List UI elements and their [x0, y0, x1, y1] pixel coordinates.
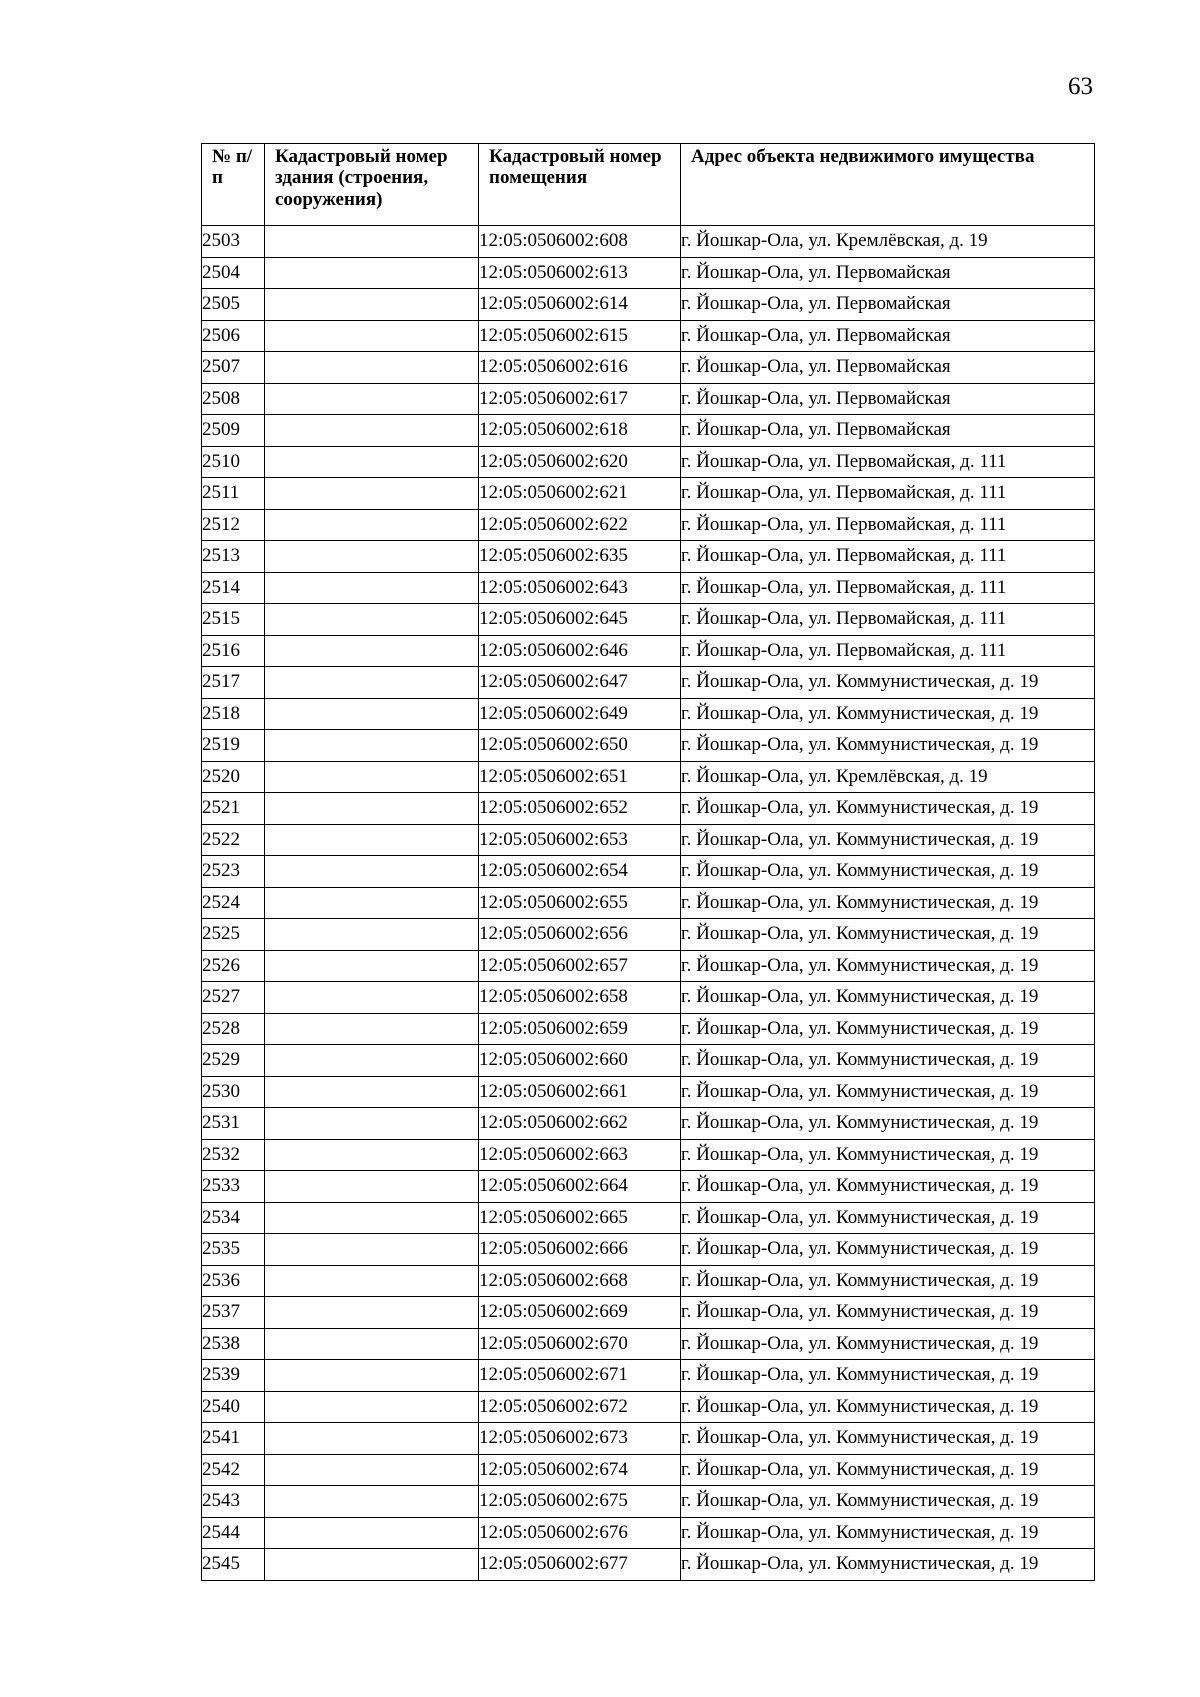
building-cadastral-cell — [265, 446, 479, 478]
address-cell: г. Йошкар-Ола, ул. Первомайская — [681, 415, 1095, 447]
building-cadastral-cell — [265, 1454, 479, 1486]
room-cadastral-cell: 12:05:0506002:647 — [479, 667, 681, 699]
row-number: 2516 — [202, 635, 265, 667]
table-row — [202, 1454, 1095, 1486]
address-cell: г. Йошкар-Ола, ул. Коммунистическая, д. 19 — [681, 1045, 1095, 1077]
row-number: 2508 — [202, 383, 265, 415]
building-cadastral-cell — [265, 793, 479, 825]
room-cadastral-cell: 12:05:0506002:673 — [479, 1423, 681, 1455]
address-cell: г. Йошкар-Ола, ул. Коммунистическая, д. 19 — [681, 887, 1095, 919]
building-cadastral-cell — [265, 1328, 479, 1360]
row-number: 2542 — [202, 1454, 265, 1486]
table-row — [202, 1108, 1095, 1140]
table-row — [202, 982, 1095, 1014]
building-cadastral-cell — [265, 572, 479, 604]
table-row — [202, 352, 1095, 384]
building-cadastral-cell — [265, 1202, 479, 1234]
building-cadastral-cell — [265, 887, 479, 919]
room-cadastral-cell: 12:05:0506002:613 — [479, 257, 681, 289]
room-cadastral-cell: 12:05:0506002:677 — [479, 1549, 681, 1581]
building-cadastral-cell — [265, 509, 479, 541]
building-cadastral-cell — [265, 383, 479, 415]
room-cadastral-cell: 12:05:0506002:655 — [479, 887, 681, 919]
address-cell: г. Йошкар-Ола, ул. Коммунистическая, д. 19 — [681, 1360, 1095, 1392]
row-number: 2533 — [202, 1171, 265, 1203]
building-cadastral-cell — [265, 698, 479, 730]
row-number: 2506 — [202, 320, 265, 352]
building-cadastral-cell — [265, 1265, 479, 1297]
table-row — [202, 635, 1095, 667]
building-cadastral-cell — [265, 352, 479, 384]
address-cell: г. Йошкар-Ола, ул. Коммунистическая, д. 19 — [681, 793, 1095, 825]
building-cadastral-cell — [265, 761, 479, 793]
building-cadastral-cell — [265, 1013, 479, 1045]
building-cadastral-cell — [265, 919, 479, 951]
row-number: 2540 — [202, 1391, 265, 1423]
row-number: 2538 — [202, 1328, 265, 1360]
room-cadastral-cell: 12:05:0506002:661 — [479, 1076, 681, 1108]
room-cadastral-cell: 12:05:0506002:654 — [479, 856, 681, 888]
building-cadastral-cell — [265, 1139, 479, 1171]
building-cadastral-cell — [265, 1549, 479, 1581]
table-row — [202, 730, 1095, 762]
table-row — [202, 1423, 1095, 1455]
building-cadastral-cell — [265, 1423, 479, 1455]
row-number: 2537 — [202, 1297, 265, 1329]
building-cadastral-cell — [265, 1360, 479, 1392]
address-cell: г. Йошкар-Ола, ул. Коммунистическая, д. 19 — [681, 667, 1095, 699]
room-cadastral-cell: 12:05:0506002:616 — [479, 352, 681, 384]
building-cadastral-cell — [265, 635, 479, 667]
header-address: Адрес объекта недвижимого имущества — [681, 144, 1095, 226]
address-cell: г. Йошкар-Ола, ул. Коммунистическая, д. 19 — [681, 824, 1095, 856]
room-cadastral-cell: 12:05:0506002:676 — [479, 1517, 681, 1549]
address-cell: г. Йошкар-Ола, ул. Первомайская, д. 111 — [681, 446, 1095, 478]
table-row — [202, 604, 1095, 636]
table-row — [202, 1171, 1095, 1203]
room-cadastral-cell: 12:05:0506002:650 — [479, 730, 681, 762]
room-cadastral-cell: 12:05:0506002:615 — [479, 320, 681, 352]
room-cadastral-cell: 12:05:0506002:643 — [479, 572, 681, 604]
room-cadastral-cell: 12:05:0506002:635 — [479, 541, 681, 573]
building-cadastral-cell — [265, 289, 479, 321]
address-cell: г. Йошкар-Ола, ул. Первомайская, д. 111 — [681, 635, 1095, 667]
row-number: 2513 — [202, 541, 265, 573]
page-number: 63 — [1068, 73, 1093, 100]
address-cell: г. Йошкар-Ола, ул. Первомайская, д. 111 — [681, 604, 1095, 636]
address-cell: г. Йошкар-Ола, ул. Коммунистическая, д. 19 — [681, 1423, 1095, 1455]
table-row — [202, 1265, 1095, 1297]
row-number: 2520 — [202, 761, 265, 793]
table-body — [202, 226, 1095, 1581]
building-cadastral-cell — [265, 1171, 479, 1203]
row-number: 2515 — [202, 604, 265, 636]
address-cell: г. Йошкар-Ола, ул. Коммунистическая, д. 19 — [681, 1139, 1095, 1171]
room-cadastral-cell: 12:05:0506002:656 — [479, 919, 681, 951]
room-cadastral-cell: 12:05:0506002:651 — [479, 761, 681, 793]
row-number: 2529 — [202, 1045, 265, 1077]
room-cadastral-cell: 12:05:0506002:618 — [479, 415, 681, 447]
table-row — [202, 415, 1095, 447]
building-cadastral-cell — [265, 478, 479, 510]
building-cadastral-cell — [265, 730, 479, 762]
address-cell: г. Йошкар-Ола, ул. Коммунистическая, д. 19 — [681, 1076, 1095, 1108]
address-cell: г. Йошкар-Ола, ул. Коммунистическая, д. 19 — [681, 1486, 1095, 1518]
building-cadastral-cell — [265, 415, 479, 447]
room-cadastral-cell: 12:05:0506002:674 — [479, 1454, 681, 1486]
table-row — [202, 950, 1095, 982]
address-cell: г. Йошкар-Ола, ул. Коммунистическая, д. 19 — [681, 1234, 1095, 1266]
room-cadastral-cell: 12:05:0506002:672 — [479, 1391, 681, 1423]
table-row — [202, 761, 1095, 793]
room-cadastral-cell: 12:05:0506002:657 — [479, 950, 681, 982]
row-number: 2527 — [202, 982, 265, 1014]
table-row — [202, 509, 1095, 541]
row-number: 2530 — [202, 1076, 265, 1108]
row-number: 2534 — [202, 1202, 265, 1234]
room-cadastral-cell: 12:05:0506002:662 — [479, 1108, 681, 1140]
room-cadastral-cell: 12:05:0506002:653 — [479, 824, 681, 856]
address-cell: г. Йошкар-Ола, ул. Коммунистическая, д. 19 — [681, 1391, 1095, 1423]
row-number: 2517 — [202, 667, 265, 699]
row-number: 2525 — [202, 919, 265, 951]
row-number: 2511 — [202, 478, 265, 510]
table-row — [202, 1139, 1095, 1171]
room-cadastral-cell: 12:05:0506002:670 — [479, 1328, 681, 1360]
room-cadastral-cell: 12:05:0506002:621 — [479, 478, 681, 510]
address-cell: г. Йошкар-Ола, ул. Коммунистическая, д. 19 — [681, 1549, 1095, 1581]
row-number: 2528 — [202, 1013, 265, 1045]
table-row — [202, 1297, 1095, 1329]
row-number: 2532 — [202, 1139, 265, 1171]
header-building-cadastral: Кадастровый номер здания (строения, сооружения) — [265, 144, 479, 226]
room-cadastral-cell: 12:05:0506002:664 — [479, 1171, 681, 1203]
room-cadastral-cell: 12:05:0506002:620 — [479, 446, 681, 478]
room-cadastral-cell: 12:05:0506002:649 — [479, 698, 681, 730]
table-header — [202, 144, 1095, 226]
header-row — [202, 144, 1095, 226]
row-number: 2514 — [202, 572, 265, 604]
building-cadastral-cell — [265, 541, 479, 573]
building-cadastral-cell — [265, 1486, 479, 1518]
row-number: 2544 — [202, 1517, 265, 1549]
table-row — [202, 226, 1095, 258]
table-row — [202, 1076, 1095, 1108]
room-cadastral-cell: 12:05:0506002:646 — [479, 635, 681, 667]
building-cadastral-cell — [265, 1108, 479, 1140]
address-cell: г. Йошкар-Ола, ул. Кремлёвская, д. 19 — [681, 226, 1095, 258]
room-cadastral-cell: 12:05:0506002:669 — [479, 1297, 681, 1329]
room-cadastral-cell: 12:05:0506002:665 — [479, 1202, 681, 1234]
table-row — [202, 793, 1095, 825]
table-row — [202, 1391, 1095, 1423]
address-cell: г. Йошкар-Ола, ул. Коммунистическая, д. 19 — [681, 1454, 1095, 1486]
room-cadastral-cell: 12:05:0506002:652 — [479, 793, 681, 825]
building-cadastral-cell — [265, 856, 479, 888]
table-row — [202, 1360, 1095, 1392]
building-cadastral-cell — [265, 982, 479, 1014]
header-room-cadastral: Кадастровый номер помещения — [479, 144, 681, 226]
room-cadastral-cell: 12:05:0506002:660 — [479, 1045, 681, 1077]
row-number: 2519 — [202, 730, 265, 762]
row-number: 2503 — [202, 226, 265, 258]
address-cell: г. Йошкар-Ола, ул. Коммунистическая, д. 19 — [681, 1297, 1095, 1329]
room-cadastral-cell: 12:05:0506002:663 — [479, 1139, 681, 1171]
address-cell: г. Йошкар-Ола, ул. Коммунистическая, д. 19 — [681, 1328, 1095, 1360]
row-number: 2512 — [202, 509, 265, 541]
building-cadastral-cell — [265, 950, 479, 982]
address-cell: г. Йошкар-Ола, ул. Коммунистическая, д. 19 — [681, 1265, 1095, 1297]
table-row — [202, 824, 1095, 856]
room-cadastral-cell: 12:05:0506002:675 — [479, 1486, 681, 1518]
table-row — [202, 1013, 1095, 1045]
table-row — [202, 919, 1095, 951]
row-number: 2531 — [202, 1108, 265, 1140]
address-cell: г. Йошкар-Ола, ул. Коммунистическая, д. 19 — [681, 919, 1095, 951]
address-cell: г. Йошкар-Ола, ул. Первомайская — [681, 257, 1095, 289]
table-row — [202, 289, 1095, 321]
building-cadastral-cell — [265, 1076, 479, 1108]
room-cadastral-cell: 12:05:0506002:666 — [479, 1234, 681, 1266]
room-cadastral-cell: 12:05:0506002:659 — [479, 1013, 681, 1045]
table-row — [202, 698, 1095, 730]
address-cell: г. Йошкар-Ола, ул. Коммунистическая, д. 19 — [681, 1013, 1095, 1045]
table-row — [202, 446, 1095, 478]
address-cell: г. Йошкар-Ола, ул. Кремлёвская, д. 19 — [681, 761, 1095, 793]
table-row — [202, 572, 1095, 604]
address-cell: г. Йошкар-Ола, ул. Первомайская, д. 111 — [681, 509, 1095, 541]
row-number: 2505 — [202, 289, 265, 321]
row-number: 2510 — [202, 446, 265, 478]
room-cadastral-cell: 12:05:0506002:658 — [479, 982, 681, 1014]
room-cadastral-cell: 12:05:0506002:668 — [479, 1265, 681, 1297]
building-cadastral-cell — [265, 604, 479, 636]
room-cadastral-cell: 12:05:0506002:608 — [479, 226, 681, 258]
table-row — [202, 1549, 1095, 1581]
table-row — [202, 1045, 1095, 1077]
address-cell: г. Йошкар-Ола, ул. Коммунистическая, д. 19 — [681, 950, 1095, 982]
address-cell: г. Йошкар-Ола, ул. Первомайская, д. 111 — [681, 541, 1095, 573]
table-row — [202, 1328, 1095, 1360]
address-cell: г. Йошкар-Ола, ул. Первомайская, д. 111 — [681, 478, 1095, 510]
row-number: 2509 — [202, 415, 265, 447]
table-row — [202, 478, 1095, 510]
building-cadastral-cell — [265, 1234, 479, 1266]
row-number: 2521 — [202, 793, 265, 825]
building-cadastral-cell — [265, 1297, 479, 1329]
table-row — [202, 383, 1095, 415]
address-cell: г. Йошкар-Ола, ул. Первомайская — [681, 289, 1095, 321]
building-cadastral-cell — [265, 824, 479, 856]
room-cadastral-cell: 12:05:0506002:614 — [479, 289, 681, 321]
address-cell: г. Йошкар-Ола, ул. Коммунистическая, д. 19 — [681, 1108, 1095, 1140]
row-number: 2539 — [202, 1360, 265, 1392]
room-cadastral-cell: 12:05:0506002:671 — [479, 1360, 681, 1392]
building-cadastral-cell — [265, 320, 479, 352]
address-cell: г. Йошкар-Ола, ул. Коммунистическая, д. 19 — [681, 1517, 1095, 1549]
table-row — [202, 257, 1095, 289]
property-registry-table — [201, 143, 1095, 1581]
row-number: 2543 — [202, 1486, 265, 1518]
table-row — [202, 1486, 1095, 1518]
room-cadastral-cell: 12:05:0506002:622 — [479, 509, 681, 541]
building-cadastral-cell — [265, 1045, 479, 1077]
address-cell: г. Йошкар-Ола, ул. Коммунистическая, д. 19 — [681, 1171, 1095, 1203]
building-cadastral-cell — [265, 1517, 479, 1549]
table-row — [202, 320, 1095, 352]
address-cell: г. Йошкар-Ола, ул. Первомайская — [681, 352, 1095, 384]
table-row — [202, 856, 1095, 888]
building-cadastral-cell — [265, 257, 479, 289]
address-cell: г. Йошкар-Ола, ул. Коммунистическая, д. 19 — [681, 698, 1095, 730]
row-number: 2518 — [202, 698, 265, 730]
row-number: 2507 — [202, 352, 265, 384]
row-number: 2535 — [202, 1234, 265, 1266]
address-cell: г. Йошкар-Ола, ул. Коммунистическая, д. 19 — [681, 730, 1095, 762]
building-cadastral-cell — [265, 1391, 479, 1423]
building-cadastral-cell — [265, 667, 479, 699]
table-row — [202, 887, 1095, 919]
row-number: 2545 — [202, 1549, 265, 1581]
address-cell: г. Йошкар-Ола, ул. Первомайская — [681, 320, 1095, 352]
address-cell: г. Йошкар-Ола, ул. Коммунистическая, д. 19 — [681, 1202, 1095, 1234]
building-cadastral-cell — [265, 226, 479, 258]
table-row — [202, 1234, 1095, 1266]
row-number: 2541 — [202, 1423, 265, 1455]
table-row — [202, 1202, 1095, 1234]
table-row — [202, 541, 1095, 573]
row-number: 2524 — [202, 887, 265, 919]
row-number: 2523 — [202, 856, 265, 888]
row-number: 2526 — [202, 950, 265, 982]
address-cell: г. Йошкар-Ола, ул. Первомайская, д. 111 — [681, 572, 1095, 604]
table-row — [202, 1517, 1095, 1549]
header-num: № п/п — [202, 144, 265, 226]
row-number: 2522 — [202, 824, 265, 856]
room-cadastral-cell: 12:05:0506002:617 — [479, 383, 681, 415]
address-cell: г. Йошкар-Ола, ул. Коммунистическая, д. 19 — [681, 856, 1095, 888]
row-number: 2536 — [202, 1265, 265, 1297]
address-cell: г. Йошкар-Ола, ул. Коммунистическая, д. 19 — [681, 982, 1095, 1014]
address-cell: г. Йошкар-Ола, ул. Первомайская — [681, 383, 1095, 415]
row-number: 2504 — [202, 257, 265, 289]
table-row — [202, 667, 1095, 699]
room-cadastral-cell: 12:05:0506002:645 — [479, 604, 681, 636]
